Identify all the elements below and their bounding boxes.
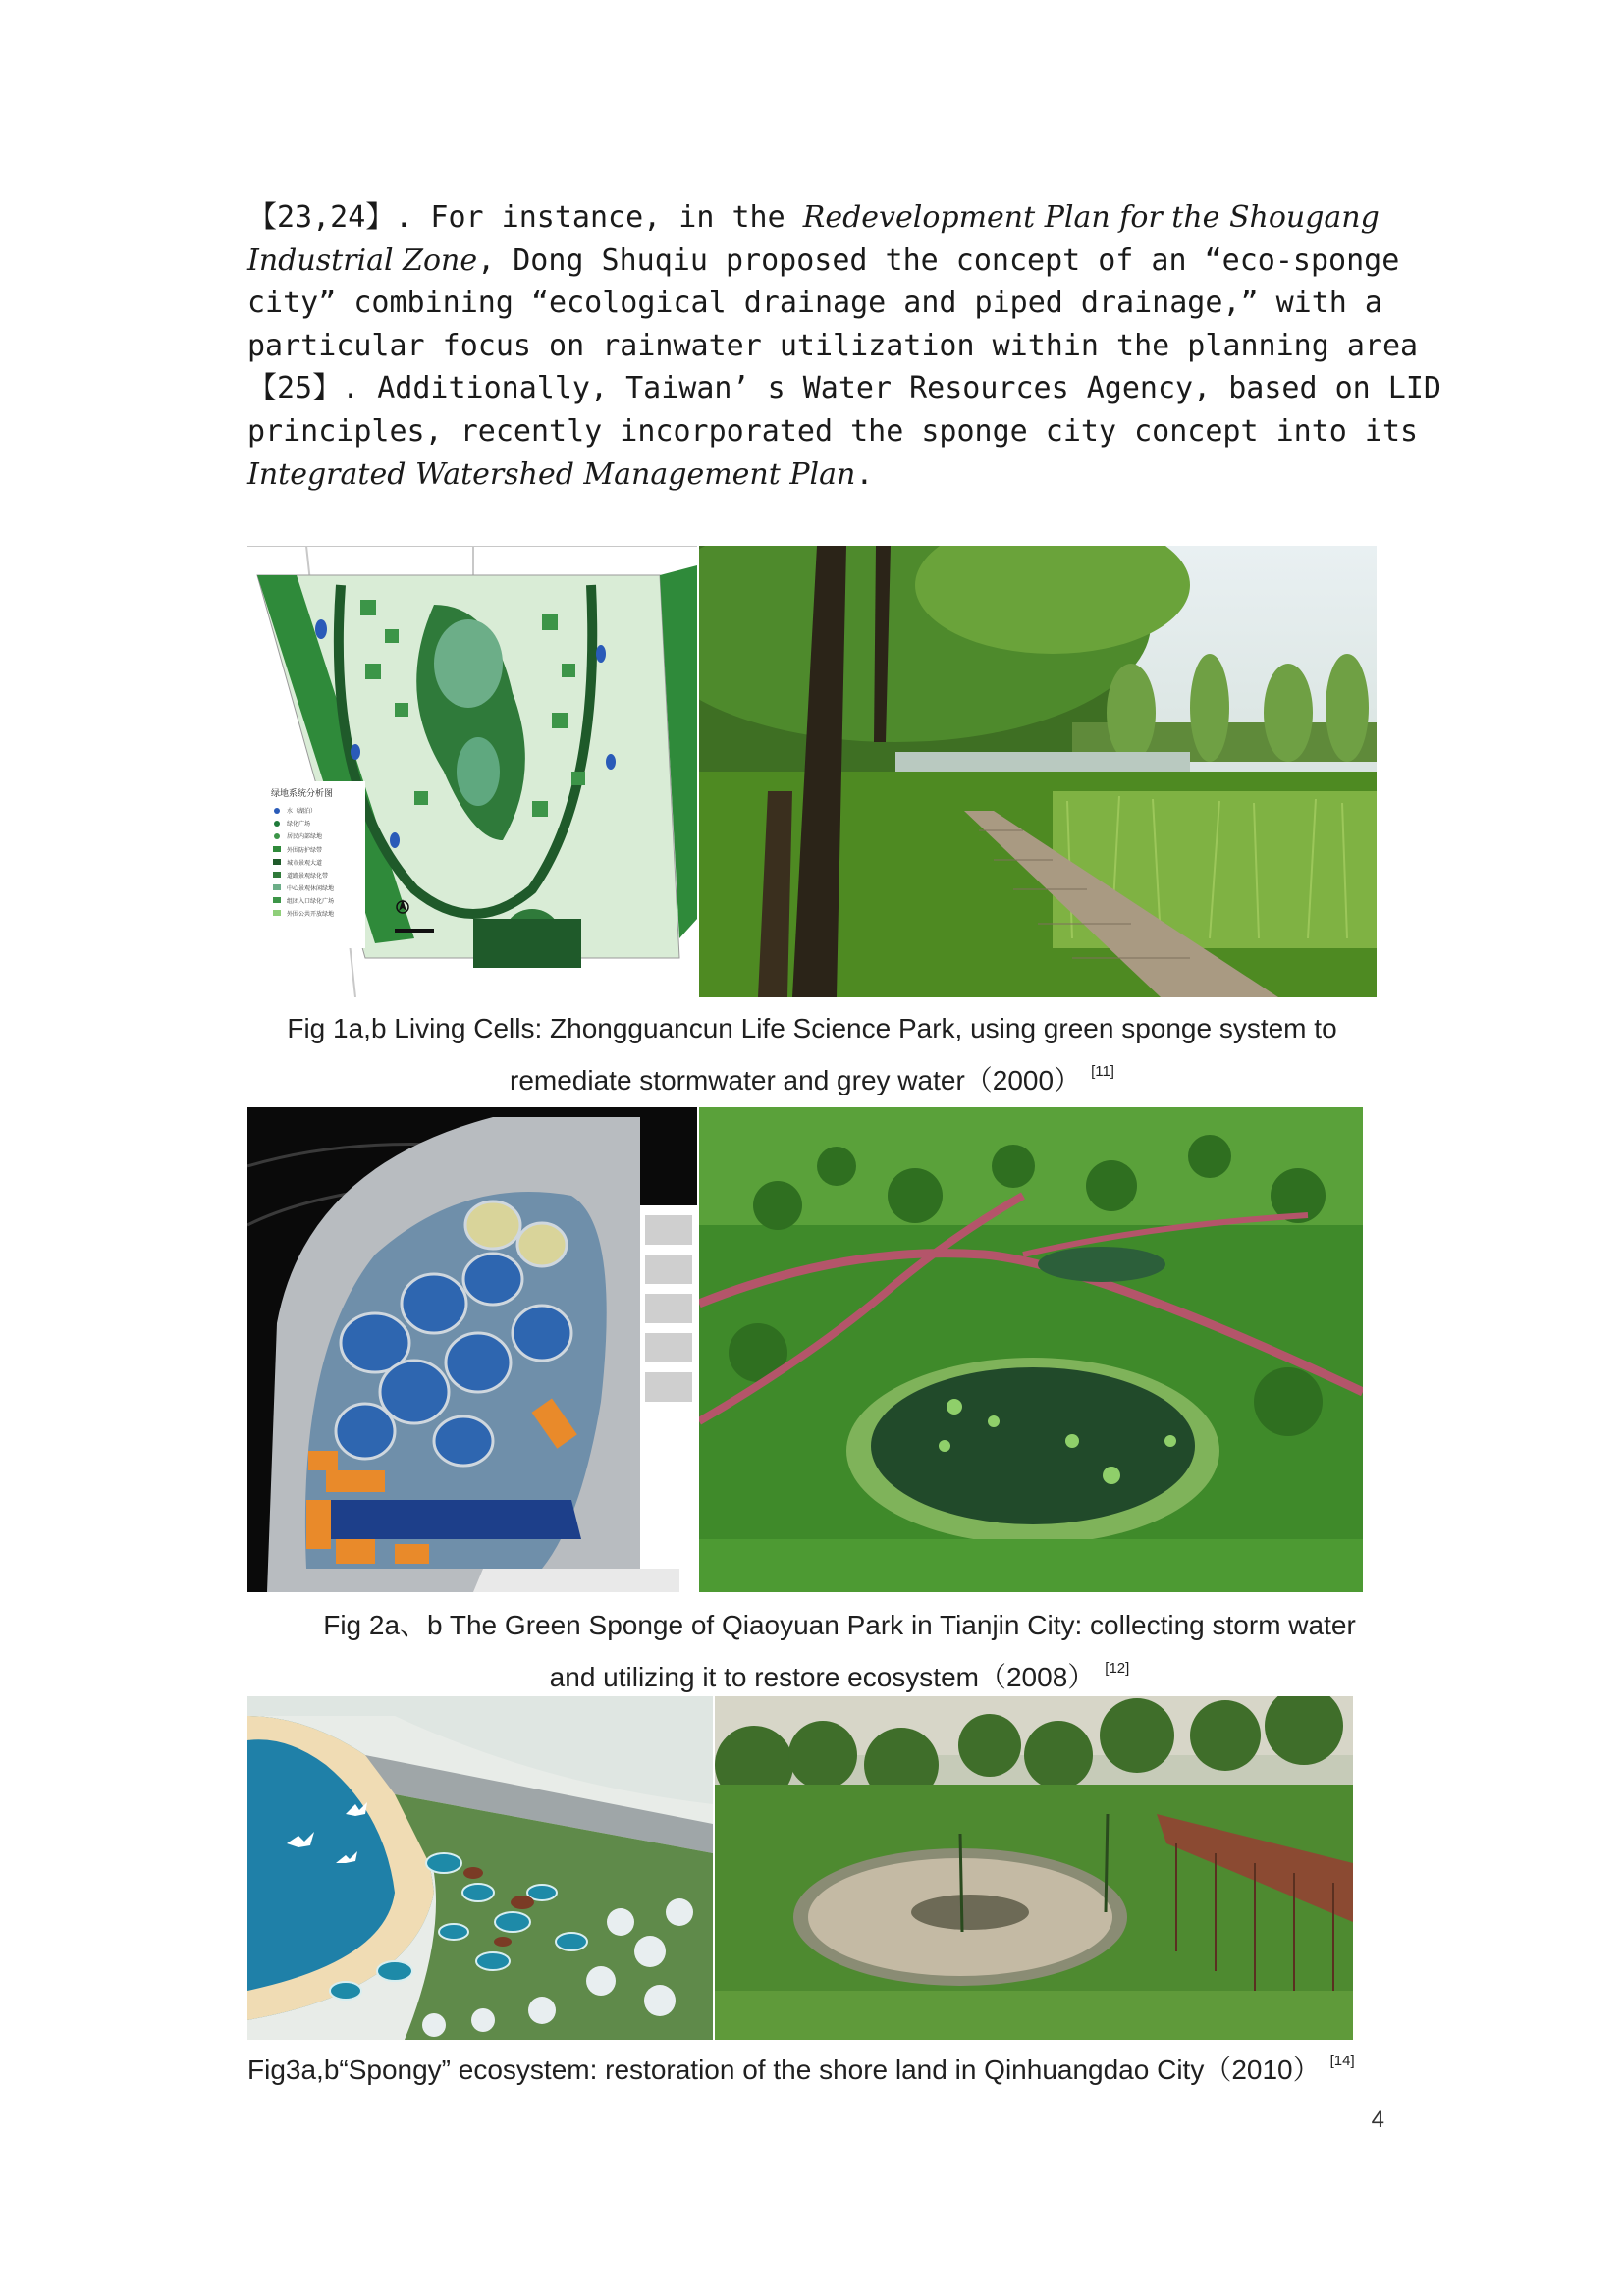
text-run: particular focus on rainwater utilization within the planning area <box>247 328 1419 363</box>
legend-item: 城市景观大道 <box>287 860 323 867</box>
legend-item: 道路景观绿化带 <box>287 873 329 880</box>
fig1-caption-line1: Fig 1a,b Living Cells: Zhongguancun Life Science Park, using green sponge system to <box>287 1013 1337 1043</box>
fig1-caption-line2: remediate stormwater and grey water（2000） <box>510 1065 1082 1095</box>
fig2-reference: [12] <box>1105 1660 1130 1677</box>
italic-title-run: Integrated Watershed Management Plan <box>247 456 856 492</box>
paragraph-line <box>247 367 1441 410</box>
italic-title-run: Industrial Zone <box>247 242 478 278</box>
text-run: 【23,24】. For instance, in the <box>247 200 803 235</box>
paragraph-line <box>247 325 1419 368</box>
fig3-reference: [14] <box>1329 2053 1355 2069</box>
fig1b-boardwalk-photo <box>699 546 1377 997</box>
fig1-caption <box>247 1007 1377 1102</box>
fig2b-pond-photo <box>699 1107 1363 1592</box>
legend-item: 水（湖泊） <box>287 808 317 815</box>
legend-item: 组团入口绿化广场 <box>287 898 335 905</box>
fig2a-park-plan <box>247 1107 697 1592</box>
fig1-reference: [11] <box>1091 1063 1114 1080</box>
text-run: 【25】. Additionally, Taiwan’ s Water Resources Agency, based on LID <box>247 371 1441 406</box>
fig2-caption <box>304 1604 1375 1699</box>
body-paragraph <box>247 196 1441 496</box>
legend-item: 绿化广场 <box>287 821 311 828</box>
text-run: , Dong Shuqiu proposed the concept of an “eco-sponge <box>477 242 1400 278</box>
legend-item: 外围公共开放绿地 <box>287 911 335 918</box>
paragraph-line <box>247 240 1400 283</box>
page-number: 4 <box>1371 2107 1384 2133</box>
fig3-caption <box>247 2040 1377 2092</box>
italic-title-run: Redevelopment Plan for the Shougang <box>802 200 1380 235</box>
legend-item: 居民内部绿地 <box>287 833 323 840</box>
fig1a-site-plan <box>247 546 697 997</box>
legend-item: 外围防护绿带 <box>287 847 323 854</box>
paragraph-line <box>247 196 1380 240</box>
text-run: city” combining “ecological drainage and piped drainage,” with a <box>247 286 1382 321</box>
fig3-caption-line1: Fig3a,b“Spongy” ecosystem: restoration of the shore land in Qinhuangdao City（2010） <box>247 2055 1321 2085</box>
fig3b-wetland-photo <box>715 1696 1353 2040</box>
legend-title: 绿地系统分析图 <box>271 789 334 799</box>
legend-item: 中心景观休闲绿地 <box>287 885 335 892</box>
text-run: principles, recently incorporated the sponge city concept into its <box>247 413 1419 449</box>
fig2-caption-line2: and utilizing it to restore ecosystem（2008） <box>549 1662 1096 1692</box>
text-run: . <box>855 456 874 492</box>
fig2-caption-line1: Fig 2a、b The Green Sponge of Qiaoyuan Park in Tianjin City: collecting storm water <box>323 1610 1356 1640</box>
paragraph-line <box>247 454 1377 497</box>
paragraph-line <box>247 282 1382 325</box>
paragraph-line <box>247 410 1419 454</box>
fig3a-shore-rendering <box>247 1696 713 2040</box>
